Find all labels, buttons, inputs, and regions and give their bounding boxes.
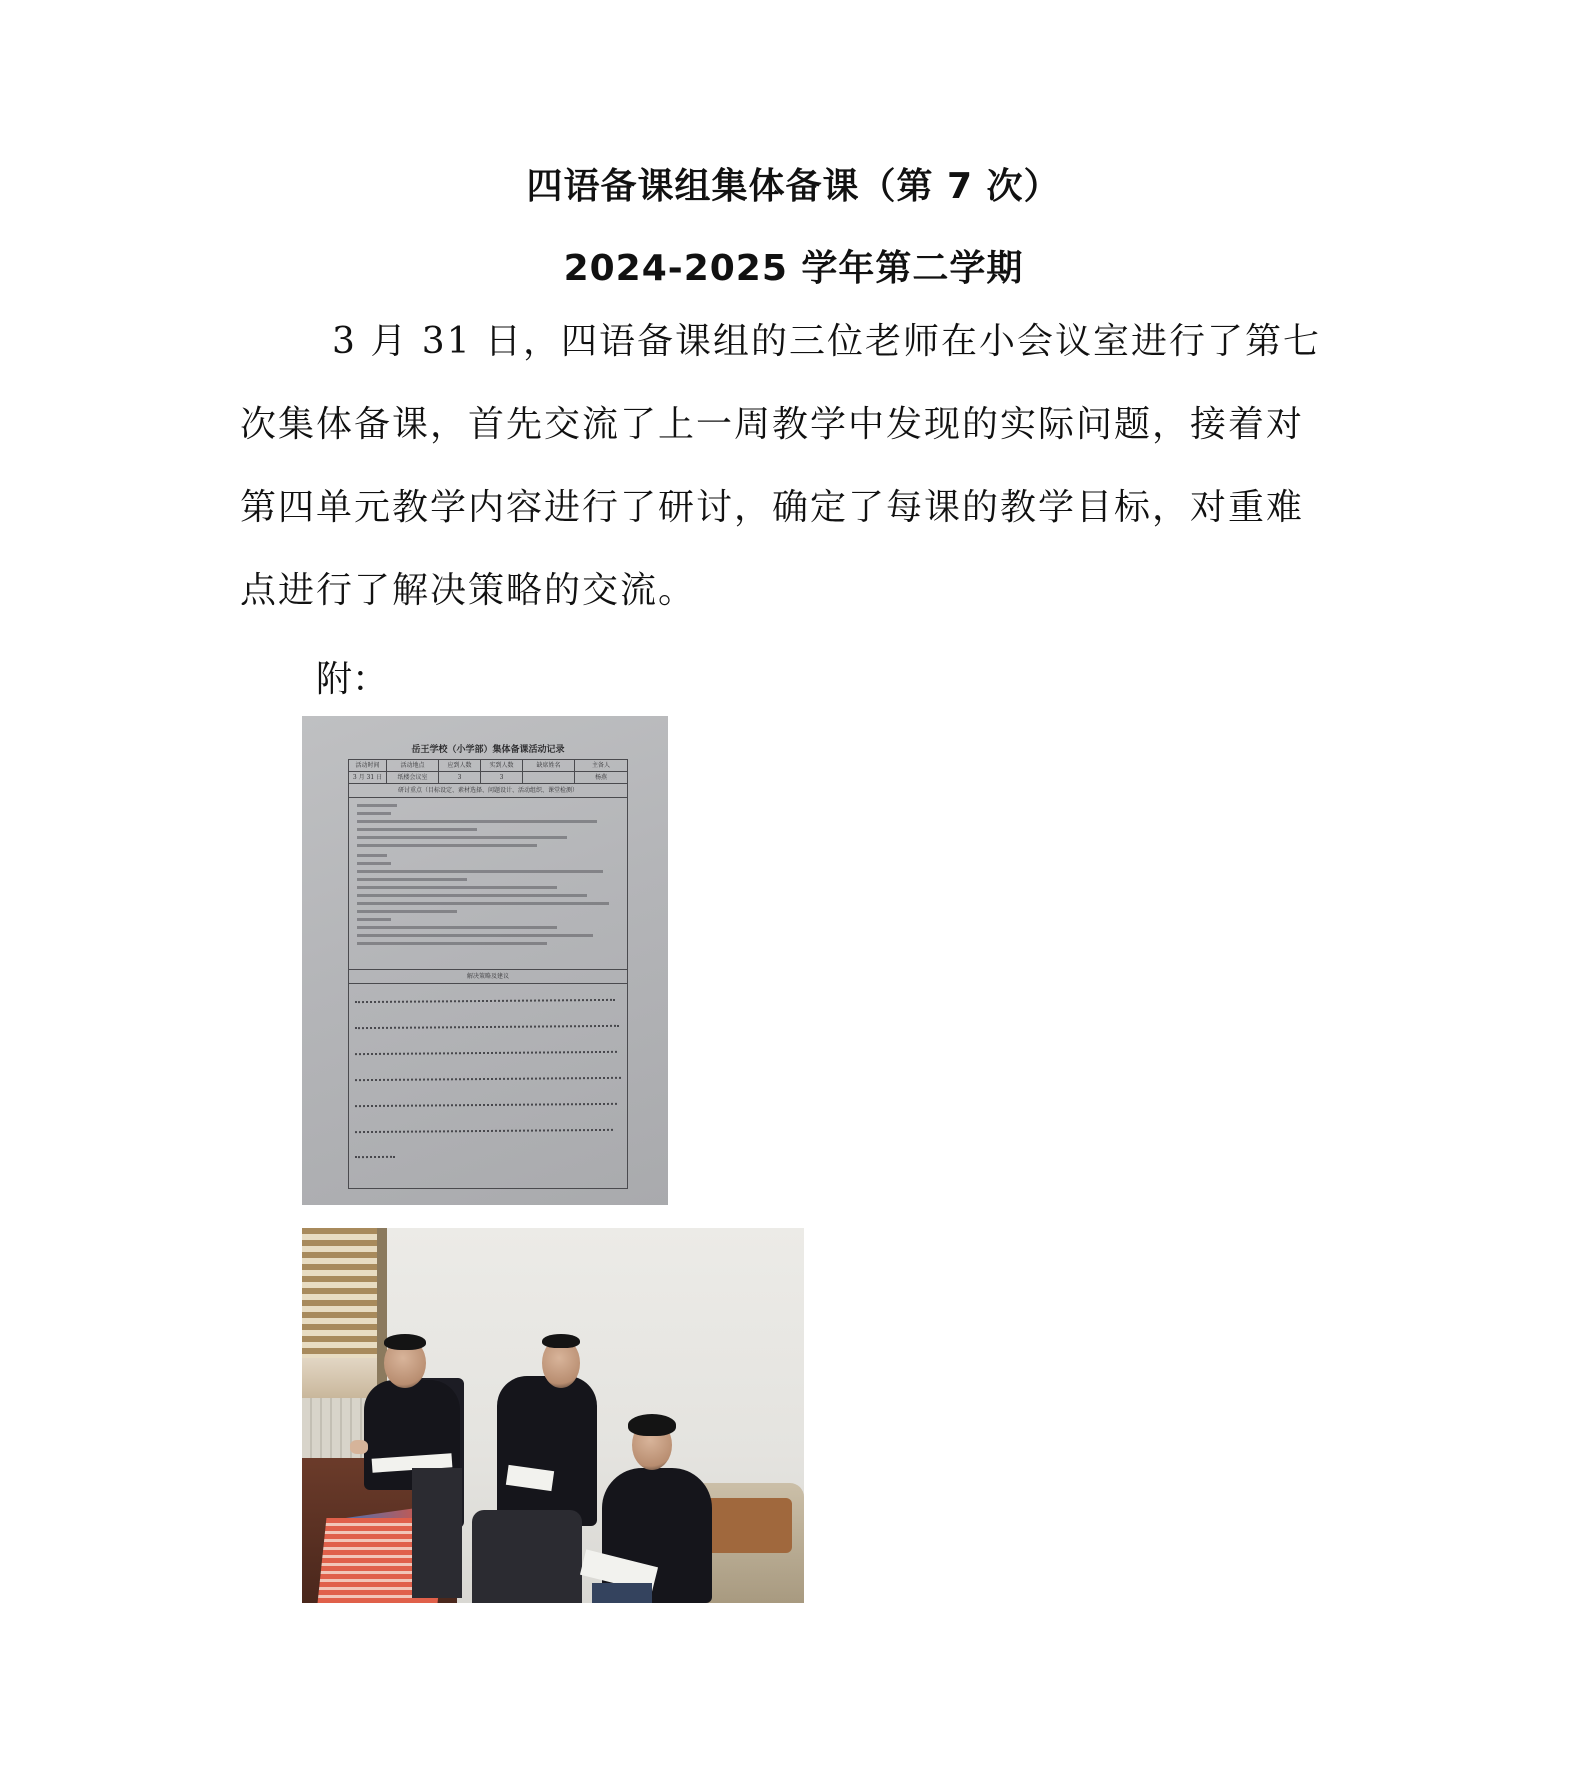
window-blind xyxy=(302,1228,377,1368)
form-focus-row xyxy=(349,784,627,798)
form-header-row xyxy=(349,760,627,772)
form-table xyxy=(348,759,628,1189)
teacher-middle xyxy=(497,1376,597,1526)
form-value-cell: 杨燕 xyxy=(594,774,607,781)
form-title: 岳王学校（小学部）集体备课活动记录 xyxy=(411,745,565,755)
document-title: 四语备课组集体备课（第 7 次） xyxy=(526,166,1061,207)
document-subtitle: 2024-2025 学年第二学期 xyxy=(563,248,1024,289)
form-header-cell: 活动时间 xyxy=(349,760,387,771)
body-paragraph: 3 月 31 日，四语备课组的三位老师在小会议室进行了第七次集体备课，首先交流了上一周教学中发现的实际问题，接着对第四单元教学内容进行了研讨，确定了每课的教学目标，对重难点进行了解决策略的交流。 xyxy=(240,321,1322,611)
form-value-cell: 纸楼会议室 xyxy=(387,772,439,783)
attachment-label: 附： xyxy=(316,659,389,700)
form-focus-content xyxy=(349,798,627,970)
meeting-photo xyxy=(302,1228,804,1603)
form-value-cell xyxy=(523,772,575,783)
form-photo xyxy=(302,716,668,1205)
form-value-cell: 3 xyxy=(439,772,481,783)
form-header-cell: 主备人 xyxy=(591,762,610,769)
form-handwriting xyxy=(349,984,627,1188)
form-strategy-label: 解决策略及建议 xyxy=(466,973,509,980)
form-header-cell: 应到人数 xyxy=(439,760,481,771)
form-header-cell: 缺席姓名 xyxy=(523,760,575,771)
form-header-cell: 活动地点 xyxy=(387,760,439,771)
form-strategy-row xyxy=(349,970,627,984)
form-focus-label: 研讨重点（目标设定、素材选择、问题设计、活动组织、课堂检测） xyxy=(397,787,578,794)
form-value-cell: 3 xyxy=(481,772,523,783)
form-value-row xyxy=(349,772,627,784)
form-header-cell: 实到人数 xyxy=(481,760,523,771)
form-sheet xyxy=(348,734,628,1189)
form-value-cell: 3 月 31 日 xyxy=(349,772,387,783)
